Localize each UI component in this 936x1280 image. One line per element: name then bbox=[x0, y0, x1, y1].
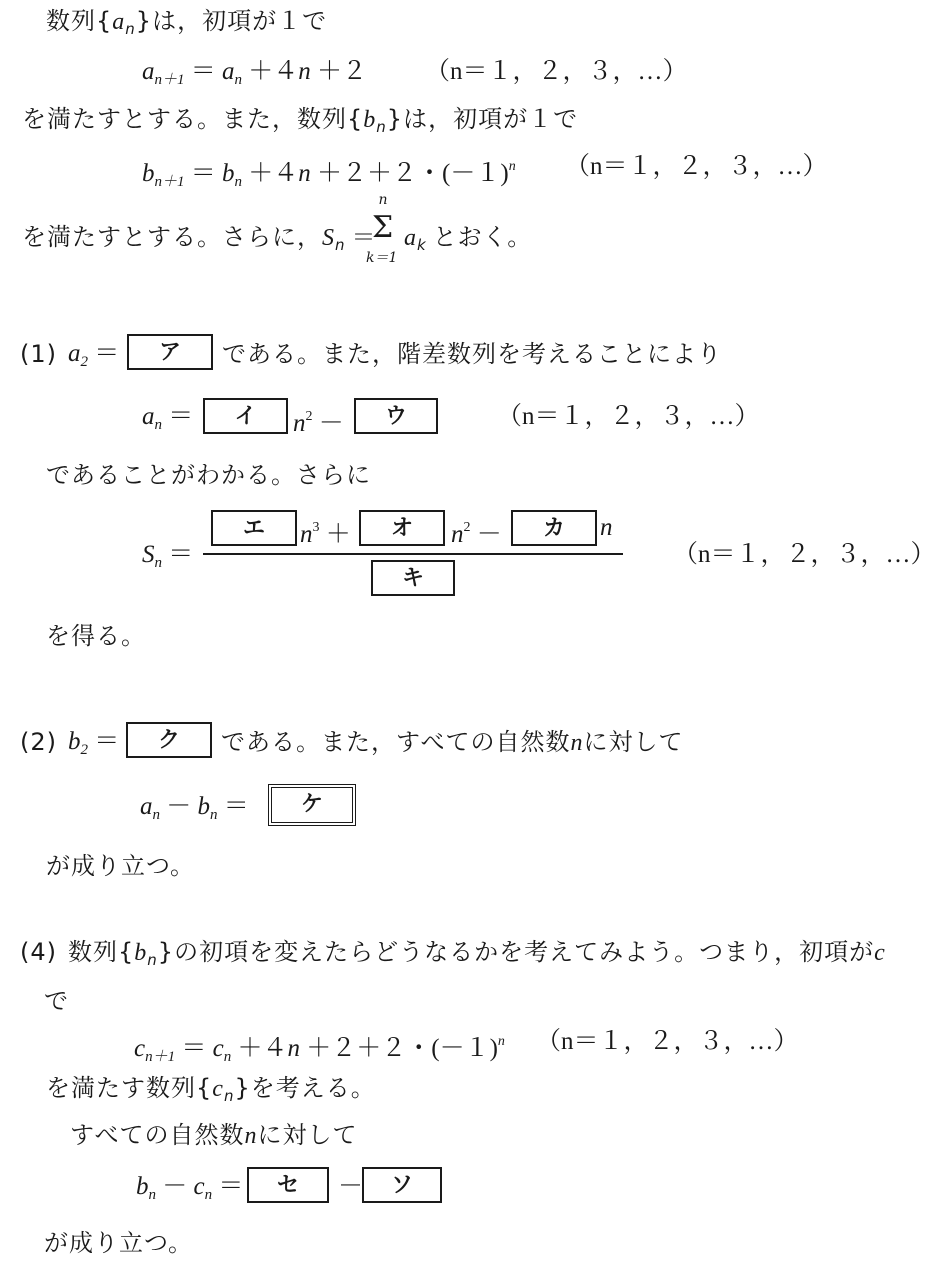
answer-box-u[interactable]: ウ bbox=[354, 398, 438, 434]
q1-n2-term: $n^2$ － bbox=[293, 409, 344, 437]
answer-box-o[interactable]: オ bbox=[359, 510, 445, 546]
intro-line-5: を満たすとする。さらに，$S_n$ ＝ bbox=[22, 223, 377, 254]
range-c: （n＝１，２，３，…） bbox=[536, 1028, 799, 1055]
answer-box-i[interactable]: イ bbox=[203, 398, 288, 434]
answer-box-a[interactable]: ア bbox=[127, 334, 213, 370]
intro-line-3: を満たすとする。また，数列$\{b_n\}$は，初項が１で bbox=[22, 105, 579, 136]
q2-b2: $b_2$ ＝ bbox=[68, 728, 120, 758]
q1-range: （n＝１，２，３，…） bbox=[497, 403, 760, 430]
q1-an: $a_n$ ＝ bbox=[142, 403, 194, 433]
q4-text-2: で bbox=[44, 987, 69, 1015]
q4-minus: － bbox=[338, 1173, 364, 1200]
recurrence-b: $b_{n+1} = b_n +4n +2+2$・$(-1)^n$ bbox=[142, 159, 516, 190]
answer-box-ka[interactable]: カ bbox=[511, 510, 597, 546]
q4-text-1: 数列$\{b_n\}$の初項を変えたらどうなるかを考えてみよう。つまり，初項がc bbox=[68, 938, 886, 969]
q2-label: (2) bbox=[20, 728, 57, 756]
q1-range-2: （n＝１，２，３，…） bbox=[673, 541, 936, 568]
intro-line-1: 数列$\{a_n\}$は，初項が１で bbox=[46, 7, 328, 38]
q1-text-1: である。また，階差数列を考えることにより bbox=[222, 340, 722, 368]
q1-n1-term: n bbox=[600, 514, 613, 541]
sigma-symbol: Σ bbox=[372, 210, 394, 245]
q4-text-3: を満たす数列$\{c_n\}$を考える。 bbox=[46, 1074, 376, 1105]
q2-text-2: が成り立つ。 bbox=[46, 852, 196, 880]
q4-bn-cn: $b_n - c_n$ ＝ bbox=[136, 1173, 244, 1203]
recurrence-c: $c_{n+1} = c_n +4n +2+2$・$(-1)^n$ bbox=[134, 1034, 505, 1065]
recurrence-a: $a_{n+1} = a_n +4n +2$ bbox=[142, 58, 368, 88]
q4-text-5: が成り立つ。 bbox=[44, 1229, 194, 1257]
q4-label: (4) bbox=[20, 938, 57, 966]
q4-text-4: すべての自然数nに対して bbox=[70, 1121, 358, 1149]
answer-box-ku[interactable]: ク bbox=[126, 722, 212, 758]
answer-box-se[interactable]: セ bbox=[247, 1167, 329, 1203]
q1-n3-term: $n^3$ ＋ bbox=[300, 520, 351, 548]
answer-box-e[interactable]: エ bbox=[211, 510, 297, 546]
q1-n2b-term: $n^2$ － bbox=[451, 520, 502, 548]
q1-a2: $a_2$ ＝ bbox=[68, 340, 120, 370]
q2-text-1: である。また，すべての自然数nに対して bbox=[221, 728, 684, 756]
q1-label: (1) bbox=[20, 340, 57, 368]
q1-text-2: であることがわかる。さらに bbox=[46, 461, 371, 489]
sigma-upper: n bbox=[378, 192, 388, 208]
range-a: （n＝１，２，３，…） bbox=[425, 58, 688, 85]
range-b: （n＝１，２，３，…） bbox=[565, 153, 828, 180]
q2-an-bn: $a_n - b_n$ ＝ bbox=[140, 793, 249, 823]
answer-box-so[interactable]: ソ bbox=[362, 1167, 442, 1203]
q1-sn: $S_n$ ＝ bbox=[142, 541, 194, 571]
q1-text-3: を得る。 bbox=[46, 622, 146, 650]
intro-line-5-end: $a_k$ とおく。 bbox=[404, 223, 533, 254]
answer-box-ke[interactable]: ケ bbox=[268, 784, 356, 826]
sigma-lower: k＝1 bbox=[366, 250, 398, 266]
fraction-bar bbox=[203, 553, 623, 555]
answer-box-ki[interactable]: キ bbox=[371, 560, 455, 596]
